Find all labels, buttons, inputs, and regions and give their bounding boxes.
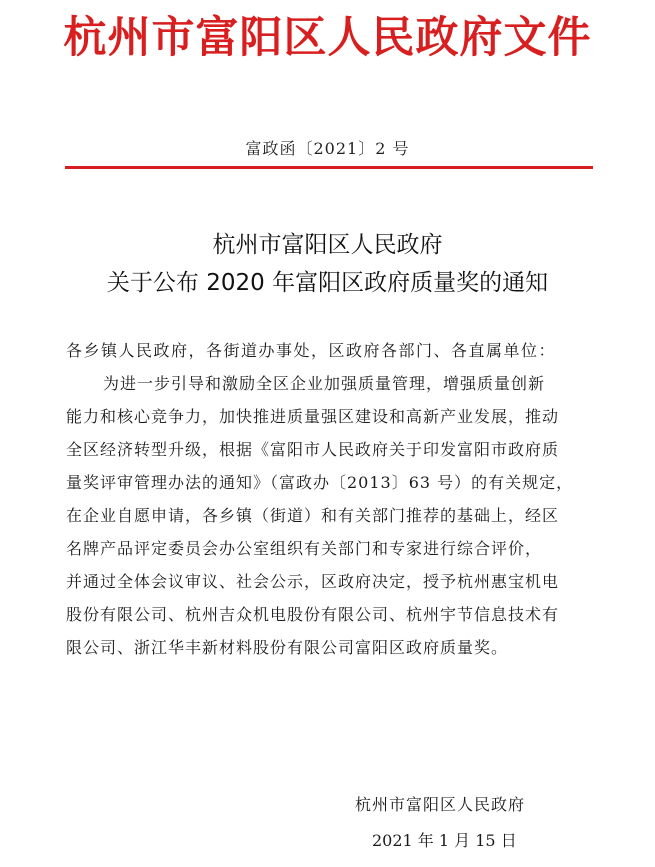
body-line: 为进一步引导和激励全区企业加强质量管理，增强质量创新 bbox=[103, 374, 546, 393]
document-header-title: 杭州市富阳区人民政府文件 bbox=[63, 13, 592, 63]
body-line: 全区经济转型升级，根据《富阳市人民政府关于印发富阳市政府质 bbox=[66, 440, 560, 459]
body-line: 名牌产品评定委员会办公室组织有关部门和专家进行综合评价， bbox=[66, 539, 543, 558]
issuer-signature: 杭州市富阳区人民政府 bbox=[355, 795, 526, 814]
body-line: 并通过全体会议审议、社会公示，区政府决定，授予杭州惠宝机电 bbox=[66, 572, 560, 591]
document-number: 富政函〔2021〕2 号 bbox=[245, 139, 410, 158]
body-line: 限公司、浙江华丰新材料股份有限公司富阳区政府质量奖。 bbox=[66, 638, 509, 657]
notice-title-line-1: 杭州市富阳区人民政府 bbox=[212, 232, 443, 258]
addressee-line: 各乡镇人民政府，各街道办事处，区政府各部门、各直属单位： bbox=[66, 341, 557, 360]
body-line: 量奖评审管理办法的通知》（富政办〔2013〕63 号）的有关规定， bbox=[66, 473, 574, 492]
body-line: 在企业自愿申请，各乡镇（街道）和有关部门推荐的基础上，经区 bbox=[66, 506, 560, 525]
issue-date: 2021 年 1 月 15 日 bbox=[372, 831, 517, 850]
body-line: 能力和核心竞争力，加快推进质量强区建设和高新产业发展，推动 bbox=[66, 407, 560, 426]
red-divider-rule bbox=[65, 166, 593, 169]
body-line: 股份有限公司、杭州吉众机电股份有限公司、杭州宇节信息技术有 bbox=[66, 605, 560, 624]
notice-title-line-2: 关于公布 2020 年富阳区政府质量奖的通知 bbox=[106, 270, 549, 296]
